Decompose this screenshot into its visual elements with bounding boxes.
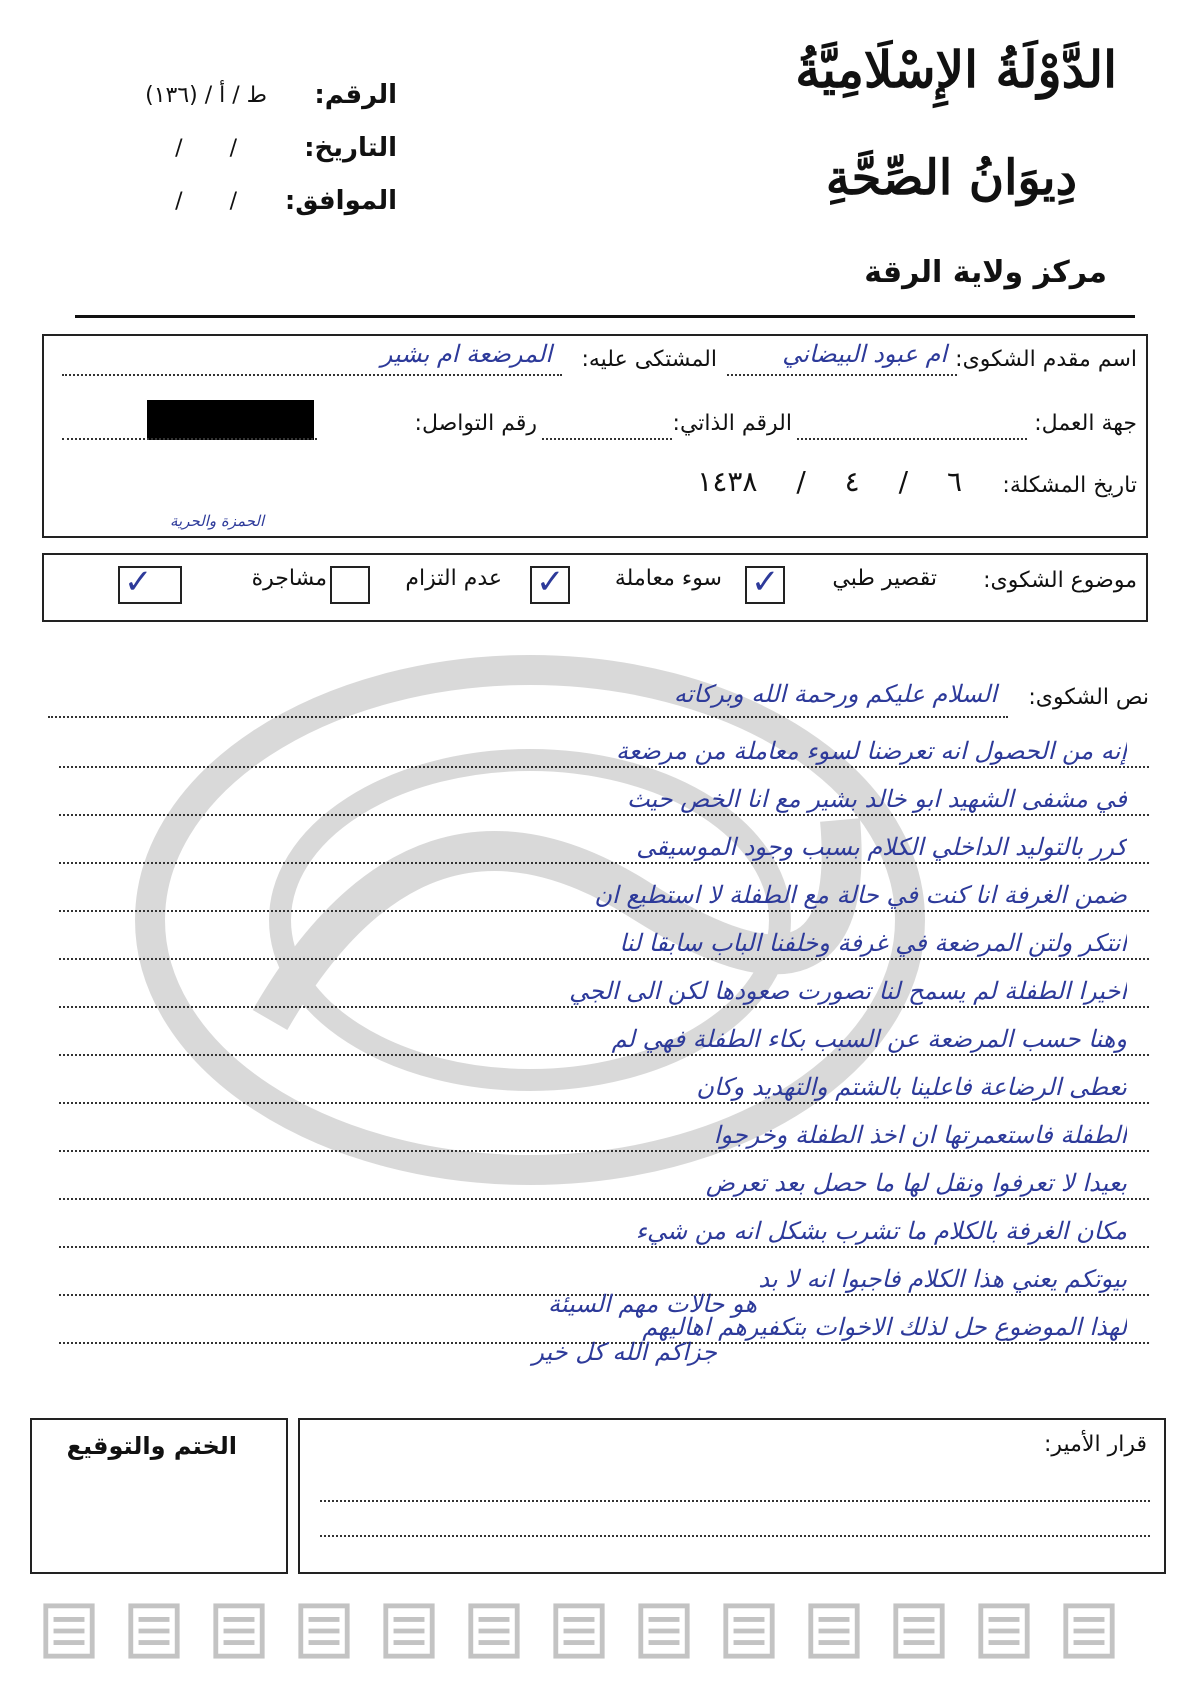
complaint-line: ضمن الغرفة انا كنت في حالة مع الطفلة لا استطيع ان — [594, 881, 1127, 909]
option-medical-checkbox[interactable] — [745, 562, 785, 604]
ref-label: الرقم: — [314, 80, 397, 110]
check-icon: ✓ — [124, 562, 153, 602]
id-label: الرقم الذاتي: — [672, 411, 792, 436]
seal-label: الختم والتوقيع — [66, 1432, 237, 1460]
complaint-line: في مشفى الشهيد ابو خالد بشير مع انا الخص حيث — [626, 785, 1127, 813]
emblem-tile-icon — [380, 1600, 438, 1662]
emblem-tile-icon — [720, 1600, 778, 1662]
emblem-tile-icon — [295, 1600, 353, 1662]
emir-decision-box — [298, 1418, 1166, 1574]
logo-strip — [20, 1590, 1180, 1680]
ruled-line — [59, 1054, 1149, 1056]
workplace-label: جهة العمل: — [1034, 411, 1137, 436]
complaint-line: بيوتكم يعني هذا الكلام فاجبوا انه لا بد — [758, 1265, 1127, 1293]
subject-label: موضوع الشكوى: — [983, 568, 1137, 593]
emblem-tile-icon — [975, 1600, 1033, 1662]
id-line — [542, 410, 672, 440]
corresponding-label: الموافق: — [284, 186, 397, 216]
emir-decision-label: قرار الأمير: — [1043, 1432, 1147, 1457]
emblem-tile-icon — [550, 1600, 608, 1662]
subject-box — [42, 553, 1148, 622]
emblem-tile-icon — [635, 1600, 693, 1662]
emblem-tile-icon — [1060, 1600, 1118, 1662]
ruled-line — [59, 862, 1149, 864]
emblem-tile-icon — [465, 1600, 523, 1662]
ruled-line — [59, 814, 1149, 816]
complaint-line: لهذا الموضوع حل لذلك الاخوات بتكفيرهم اهاليهم — [642, 1313, 1127, 1341]
option-mistreatment-label: سوء معاملة — [614, 566, 722, 591]
complaint-label: نص الشكوى: — [1028, 685, 1149, 710]
option-medical-label: تقصير طبي — [832, 566, 937, 591]
note-below-box: الحمزة والحرية — [170, 512, 265, 530]
watermark-seal — [120, 640, 940, 1200]
center-title: مركز ولاية الرقة — [864, 255, 1107, 290]
corresponding-value: / / — [175, 189, 237, 214]
check-icon: ✓ — [751, 562, 780, 602]
complaint-line: جزاكم الله كل خير — [532, 1338, 717, 1366]
ruled-line — [59, 1006, 1149, 1008]
ruled-line — [59, 766, 1149, 768]
complaint-line: بعيدا لا تعرفوا ونقل لها ما حصل بعد تعرض — [705, 1169, 1127, 1197]
diwan-title: دِيوَانُ الصِّحَّةِ — [825, 150, 1077, 206]
header-divider — [75, 315, 1135, 318]
ruled-line — [59, 1102, 1149, 1104]
complaint-line: انتكر ولتن المرضعة في غرفة وخلفنا الباب سابقا لنا — [619, 929, 1127, 957]
emblem-tile-icon — [890, 1600, 948, 1662]
ruled-line — [59, 910, 1149, 912]
option-quarrel-checkbox[interactable] — [118, 562, 182, 604]
option-quarrel-label: مشاجرة — [251, 566, 327, 591]
ruled-line — [59, 1150, 1149, 1152]
date-label: التاريخ: — [304, 133, 397, 163]
emblem-tile-icon — [40, 1600, 98, 1662]
state-title: الدَّوْلَةُ الإِسْلَامِيَّةُ — [795, 40, 1117, 99]
complainant-name-label: اسم مقدم الشكوى: — [955, 347, 1137, 372]
problem-date-value: ٦ / ٤ / ١٤٣٨ — [697, 465, 962, 498]
ruled-line — [59, 958, 1149, 960]
workplace-line — [797, 410, 1027, 440]
complaint-line: تعطى الرضاعة فاعلينا بالشتم والتهديد وكان — [696, 1073, 1127, 1101]
problem-date-label: تاريخ المشكلة: — [1002, 473, 1137, 498]
emblem-tile-icon — [210, 1600, 268, 1662]
complaint-line: السلام عليكم ورحمة الله وبركاته — [673, 680, 997, 708]
date-value: / / — [175, 136, 237, 161]
contact-label: رقم التواصل: — [414, 411, 537, 436]
complaint-line: الطفلة فاستعمرتها ان اخذ الطفلة وخرجوا — [713, 1121, 1127, 1149]
emblem-tile-icon — [125, 1600, 183, 1662]
complaint-line: مكان الغرفة بالكلام ما تشرب بشكل انه من شيء — [635, 1217, 1127, 1245]
complaint-line: إنه من الحصول انه تعرضنا لسوء معاملة من مرضعة — [615, 737, 1127, 765]
ruled-line — [59, 1246, 1149, 1248]
complaint-line: وهنا حسب المرضعة عن السبب بكاء الطفلة فهي لم — [611, 1025, 1127, 1053]
complaint-line: كرر بالتوليد الداخلي الكلام بسبب وجود الموسيقى — [636, 833, 1127, 861]
complaint-line: اخيرا الطفلة لم يسمح لنا تصورت صعودها لكن الى الجي — [569, 977, 1127, 1005]
option-mistreatment-checkbox[interactable] — [530, 562, 570, 604]
option-noncommitment-checkbox[interactable] — [330, 566, 370, 604]
check-icon: ✓ — [536, 562, 565, 602]
emblem-tile-icon — [805, 1600, 863, 1662]
option-noncommitment-label: عدم التزام — [405, 566, 502, 591]
complainant-name-value: ام عبود البيضاني — [782, 340, 947, 368]
complaint-line: هو حالات مهم السيئة — [547, 1290, 757, 1318]
respondent-label: المشتكى عليه: — [581, 347, 717, 372]
ruled-line — [59, 1198, 1149, 1200]
emir-decision-line — [320, 1535, 1150, 1537]
ref-value: ط / أ / (١٣٦) — [145, 83, 267, 108]
emir-decision-line — [320, 1500, 1150, 1502]
contact-line — [62, 410, 317, 440]
respondent-value: المرضعة ام بشير — [380, 340, 552, 368]
